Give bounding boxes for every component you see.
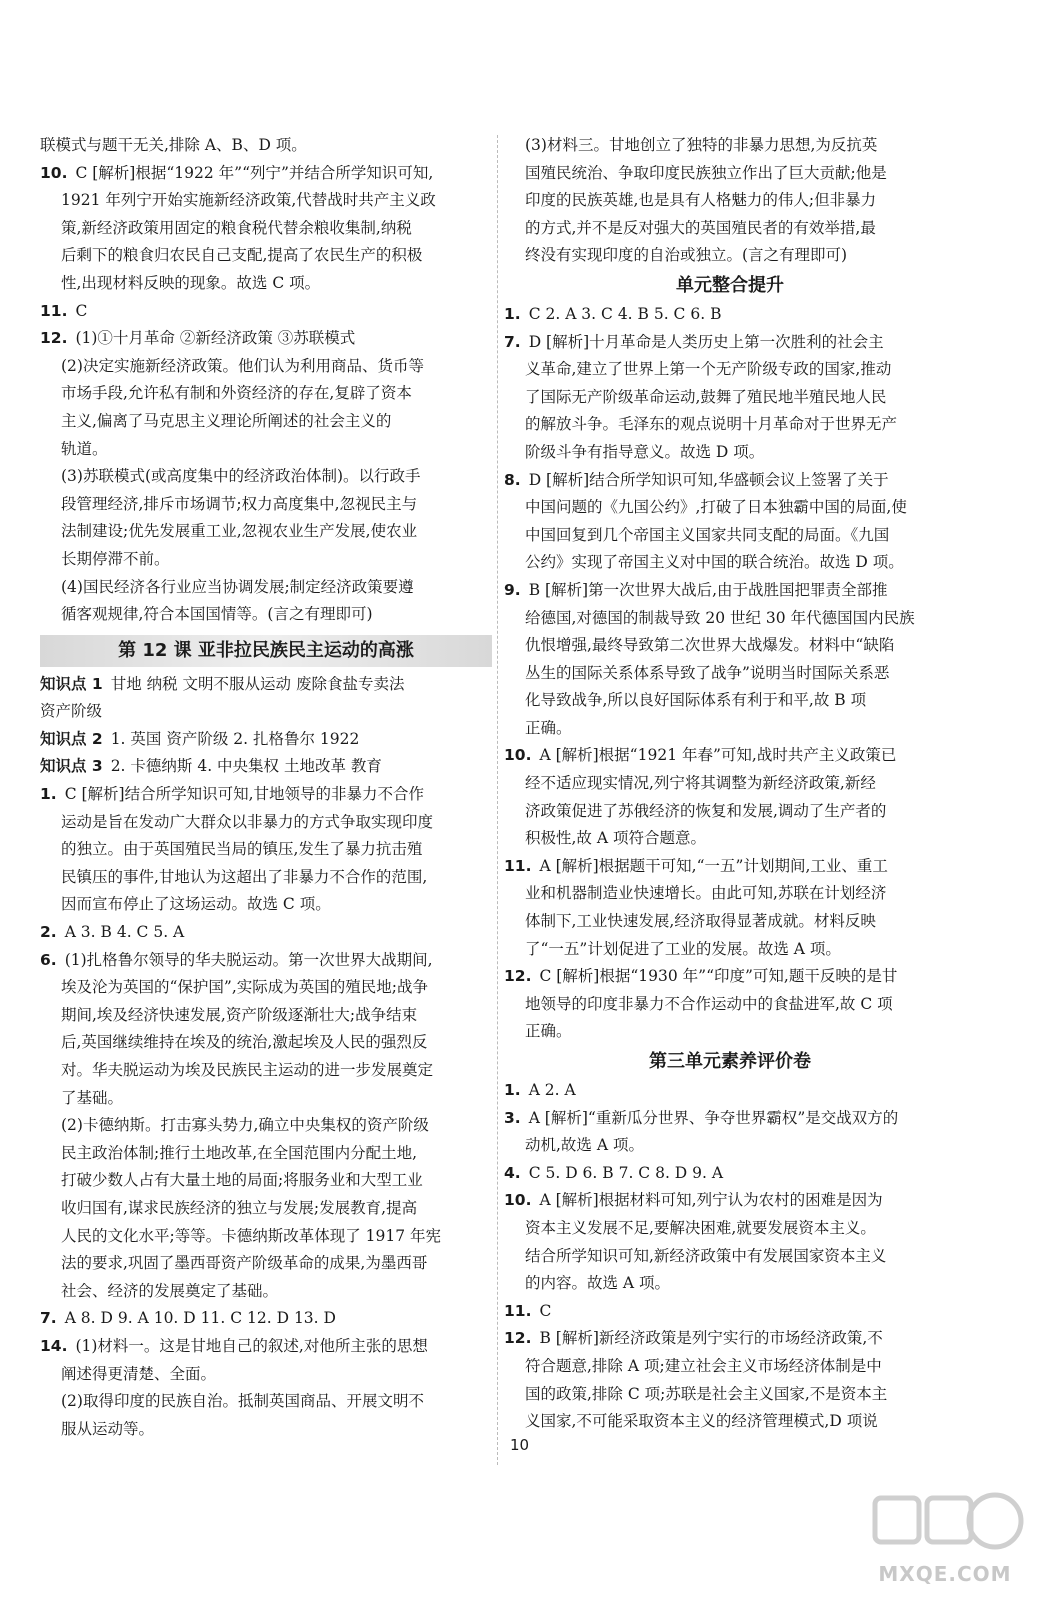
answer-text: (2)决定实施新经济政策。他们认为利用商品、货币等 <box>61 356 424 375</box>
answer-line <box>504 1018 956 1046</box>
answer-text: 结合所学知识可知,新经济政策中有发展国家资本主义 <box>525 1246 887 1265</box>
answer-line <box>40 298 492 326</box>
answer-line <box>504 522 956 550</box>
answer-text: 市场手段,允许私有制和外资经济的存在,复辟了资本 <box>61 384 412 403</box>
answer-line <box>504 1298 956 1326</box>
answer-text: 循客观规律,符合本国国情等。(言之有理即可) <box>61 605 373 624</box>
answer-text: 正确。 <box>525 1022 572 1041</box>
answer-text: C [解析]结合所学知识可知,甘地领导的非暴力不合作 <box>64 785 424 804</box>
question-number: 7. <box>40 1309 57 1328</box>
answer-line <box>40 1002 492 1030</box>
question-number: 1. <box>40 785 57 804</box>
question-number: 8. <box>504 470 521 489</box>
answer-text: A 2. A <box>528 1081 576 1099</box>
answer-line <box>504 991 956 1019</box>
answer-line <box>40 698 492 726</box>
answer-line <box>504 632 956 660</box>
answer-text: B [解析]新经济政策是列宁实行的市场经济政策,不 <box>539 1329 883 1348</box>
question-number: 知识点 3 <box>40 757 103 776</box>
answer-text: 后,英国继续维持在埃及的统治,激起埃及人民的强烈反 <box>61 1033 428 1052</box>
answer-text: 了基础。 <box>61 1088 124 1107</box>
answer-line <box>40 436 492 464</box>
answer-text: 体制下,工业快速发展,经济取得显著成就。材料反映 <box>525 912 876 931</box>
question-number: 11. <box>504 856 532 875</box>
question-number: 11. <box>40 301 68 320</box>
answer-line <box>504 1243 956 1271</box>
answer-text: 性,出现材料反映的现象。故选 C 项。 <box>61 273 321 292</box>
answer-line <box>40 1029 492 1057</box>
question-number: 6. <box>40 950 57 969</box>
answer-text: 后剩下的粮食归农民自己支配,提高了农民生产的积极 <box>61 246 423 265</box>
answer-line <box>504 187 956 215</box>
answer-text: 资产阶级 <box>40 702 103 721</box>
section-title-unit-test: 第三单元素养评价卷 <box>649 1051 811 1072</box>
answer-line <box>40 726 492 754</box>
answer-line <box>40 546 492 574</box>
question-number: 12. <box>40 329 68 348</box>
answer-line <box>40 1305 492 1333</box>
answer-text: D [解析]十月革命是人类历史上第一次胜利的社会主 <box>528 332 884 351</box>
answer-line <box>40 270 492 298</box>
answer-text: 积极性,故 A 项符合题意。 <box>525 829 706 848</box>
answer-text: 了国际无产阶级革命运动,鼓舞了殖民地半殖民地人民 <box>525 387 887 406</box>
answer-text: (1)扎格鲁尔领导的华夫脱运动。第一次世界大战期间, <box>64 950 433 969</box>
answer-text: C [解析]根据“1930 年”“印度”可知,题干反映的是甘 <box>539 967 898 986</box>
answer-line <box>504 715 956 743</box>
answer-text: 阐述得更清楚、全面。 <box>61 1364 217 1383</box>
question-number: 10. <box>504 746 532 765</box>
answer-text: 埃及沦为英国的“保护国”,实际成为英国的殖民地;战争 <box>61 978 428 997</box>
answer-text: 策,新经济政策用固定的粮食税代替余粮收集制,纳税 <box>61 218 412 237</box>
answer-text: 因而宣布停止了这场运动。故选 C 项。 <box>61 895 331 914</box>
answer-text: 经不适应现实情况,列宁将其调整为新经济政策,新经 <box>525 774 876 793</box>
answer-text: A [解析]“重新瓜分世界、争夺世界霸权”是交战双方的 <box>528 1108 899 1127</box>
answer-line <box>40 353 492 381</box>
answer-line <box>40 380 492 408</box>
answer-text: 1921 年列宁开始实施新经济政策,代替战时共产主义政 <box>61 191 436 210</box>
answer-line <box>40 1388 492 1416</box>
answer-line <box>40 574 492 602</box>
answer-text: A [解析]根据“1921 年春”可知,战时共产主义政策已 <box>539 746 897 765</box>
answer-text: 地领导的印度非暴力不合作运动中的食盐进军,故 C 项 <box>525 994 893 1013</box>
question-number: 1. <box>504 304 521 323</box>
answer-line <box>40 1250 492 1278</box>
answer-line <box>40 671 492 699</box>
answer-line <box>40 1167 492 1195</box>
answer-text: 法的要求,巩固了墨西哥资产阶级革命的成果,为墨西哥 <box>61 1254 428 1273</box>
answer-text: 轨道。 <box>61 439 108 458</box>
answer-line <box>504 439 956 467</box>
answer-line <box>40 1085 492 1113</box>
answer-text: (3)苏联模式(或高度集中的经济政治体制)。以行政手 <box>61 467 421 486</box>
answer-line <box>40 947 492 975</box>
answer-line <box>504 577 956 605</box>
watermark-logo <box>865 1486 1025 1586</box>
question-number: 11. <box>504 1301 532 1320</box>
answer-text: A [解析]根据材料可知,列宁认为农村的困难是因为 <box>539 1191 883 1210</box>
answer-line <box>504 853 956 881</box>
answer-line <box>504 1353 956 1381</box>
answer-text: A 3. B 4. C 5. A <box>64 923 185 942</box>
answer-text: 济政策促进了苏俄经济的恢复和发展,调动了生产者的 <box>525 801 887 820</box>
question-number: 7. <box>504 332 521 351</box>
answer-text: 长期停滞不前。 <box>61 549 170 568</box>
page-number: 10 <box>509 1436 530 1454</box>
answer-line <box>504 1160 956 1188</box>
answer-text: 国殖民统治、争取印度民族独立作出了巨大贡献;他是 <box>525 163 887 182</box>
answer-text: C 5. D 6. B 7. C 8. D 9. A <box>528 1163 724 1182</box>
answer-text: 社会、经济的发展奠定了基础。 <box>61 1281 279 1300</box>
answer-text: 正确。 <box>525 718 572 737</box>
answer-line <box>504 742 956 770</box>
answer-line <box>504 467 956 495</box>
answer-line <box>504 1325 956 1353</box>
answer-line <box>40 187 492 215</box>
question-number: 知识点 2 <box>40 729 103 748</box>
answer-text: A 8. D 9. A 10. D 11. C 12. D 13. D <box>64 1309 336 1328</box>
answer-line <box>504 936 956 964</box>
answer-line <box>504 880 956 908</box>
section-title-unit-review: 单元整合提升 <box>676 274 784 296</box>
answer-text: 了“一五”计划促进了工业的发展。故选 A 项。 <box>525 939 841 958</box>
answer-text: 的独立。由于英国殖民当局的镇压,发生了暴力抗击殖 <box>61 840 423 859</box>
answer-text: 终没有实现印度的自治或独立。(言之有理即可) <box>525 246 848 265</box>
answer-text: 的内容。故选 A 项。 <box>525 1274 671 1293</box>
answer-line <box>504 825 956 853</box>
answer-text: (2)卡德纳斯。打击寡头势力,确立中央集权的资产阶级 <box>61 1116 429 1135</box>
answer-text: 义革命,建立了世界上第一个无产阶级专政的国家,推动 <box>525 360 892 379</box>
answer-text: 联模式与题干无关,排除 A、B、D 项。 <box>40 136 307 154</box>
answer-text: 段管理经济,排斥市场调节;权力高度集中,忽视民主与 <box>61 494 418 513</box>
answer-text: 2. 卡德纳斯 4. 中央集权 土地改革 教育 <box>110 757 382 776</box>
answer-line <box>40 463 492 491</box>
answer-line <box>504 1215 956 1243</box>
answer-text: 中国回复到几个帝国主义国家共同支配的局面。《九国 <box>525 525 890 544</box>
answer-line <box>504 1408 956 1436</box>
answer-line <box>40 601 492 629</box>
answer-text: C 2. A 3. C 4. B 5. C 6. B <box>528 304 722 323</box>
answer-line <box>504 908 956 936</box>
answer-text: 印度的民族英雄,也是具有人格魅力的伟人;但非暴力 <box>525 191 877 210</box>
left-answer-block-a <box>40 132 492 629</box>
answer-text: 1. 英国 资产阶级 2. 扎格鲁尔 1922 <box>110 729 360 748</box>
answer-text: C <box>75 301 88 320</box>
answer-line <box>504 1381 956 1409</box>
answer-text: 国的政策,排除 C 项;苏联是社会主义国家,不是资本主 <box>525 1384 888 1403</box>
answer-text: 化导致战争,所以良好国际体系有利于和平,故 B 项 <box>525 691 867 710</box>
answer-text: 的方式,并不是反对强大的英国殖民者的有效举措,最 <box>525 218 876 237</box>
answer-line <box>40 518 492 546</box>
answer-text: A [解析]根据题干可知,“一五”计划期间,工业、重工 <box>539 856 888 875</box>
answer-text: 丛生的国际关系体系导致了战争”说明当时国际关系恶 <box>525 663 890 682</box>
answer-text: 动机,故选 A 项。 <box>525 1136 644 1155</box>
answer-line <box>40 1278 492 1306</box>
right-answer-block-c <box>504 1077 956 1436</box>
answer-line <box>504 798 956 826</box>
answer-line <box>40 160 492 188</box>
answer-text: 收归国有,谋求民族经济的独立与发展;发展教育,提高 <box>61 1198 418 1217</box>
answer-text: C <box>539 1301 552 1320</box>
answer-text: 给德国,对德国的制裁导致 20 世纪 30 年代德国国内民族 <box>525 608 915 627</box>
answer-text: (2)取得印度的民族自治。抵制英国商品、开展文明不 <box>61 1392 424 1411</box>
answer-line <box>504 660 956 688</box>
answer-text: 甘地 纳税 文明不服从运动 废除食盐专卖法 <box>110 674 405 693</box>
answer-text: 法制建设;优先发展重工业,忽视农业生产发展,使农业 <box>61 522 418 541</box>
answer-text: 公约》实现了帝国主义对中国的联合统治。故选 D 项。 <box>525 553 904 572</box>
question-number: 9. <box>504 580 521 599</box>
answer-text: 服从运动等。 <box>61 1419 155 1438</box>
answer-line <box>504 1132 956 1160</box>
answer-text: (4)国民经济各行业应当协调发展;制定经济政策要遵 <box>61 577 414 596</box>
answer-line <box>40 753 492 781</box>
answer-circle-logo-icon <box>865 1486 1025 1556</box>
answer-text: C [解析]根据“1922 年”“列宁”并结合所学知识可知, <box>75 163 434 182</box>
right-column <box>504 132 956 1436</box>
left-column <box>40 132 492 1443</box>
answer-line <box>40 1195 492 1223</box>
answer-line <box>40 1057 492 1085</box>
answer-line <box>504 1187 956 1215</box>
answer-line <box>504 1105 956 1133</box>
question-number: 14. <box>40 1336 68 1355</box>
answer-line <box>40 1223 492 1251</box>
answer-line <box>504 160 956 188</box>
answer-text: 仇恨增强,最终导致第二次世界大战爆发。材料中“缺陷 <box>525 636 895 655</box>
answer-line <box>40 491 492 519</box>
question-number: 1. <box>504 1081 521 1099</box>
answer-line <box>40 809 492 837</box>
answer-line <box>40 781 492 809</box>
answer-text: D [解析]结合所学知识可知,华盛顿会议上签署了关于 <box>528 470 889 489</box>
watermark-url: MXQE.COM <box>878 1562 1012 1586</box>
lesson-title: 第 12 课 亚非拉民族民主运动的高涨 <box>40 635 492 667</box>
answer-line <box>40 891 492 919</box>
answer-line <box>40 408 492 436</box>
answer-text: 义国家,不可能采取资本主义的经济管理模式,D 项说 <box>525 1412 878 1431</box>
answer-text: (3)材料三。甘地创立了独特的非暴力思想,为反抗英 <box>525 136 878 154</box>
question-number: 4. <box>504 1163 521 1182</box>
answer-line <box>504 687 956 715</box>
answer-line <box>504 494 956 522</box>
answer-line <box>504 356 956 384</box>
answer-text: 主义,偏离了马克思主义理论所阐述的社会主义的 <box>61 411 392 430</box>
answer-line <box>504 242 956 270</box>
question-number: 10. <box>504 1191 532 1210</box>
answer-line <box>40 1112 492 1140</box>
answer-text: 阶级斗争有指导意义。故选 D 项。 <box>525 442 765 461</box>
answer-line <box>40 919 492 947</box>
question-number: 12. <box>504 967 532 986</box>
answer-text: 打破少数人占有大量土地的局面;将服务业和大型工业 <box>61 1171 423 1190</box>
answer-line <box>40 242 492 270</box>
answer-text: 的解放斗争。毛泽东的观点说明十月革命对于世界无产 <box>525 415 898 434</box>
question-number: 知识点 1 <box>40 674 103 693</box>
answer-line <box>504 770 956 798</box>
answer-line <box>40 215 492 243</box>
answer-text: B [解析]第一次世界大战后,由于战胜国把罪责全部推 <box>528 580 888 599</box>
answer-line <box>504 963 956 991</box>
answer-line <box>40 864 492 892</box>
question-number: 2. <box>40 923 57 942</box>
right-answer-block-b <box>504 301 956 1046</box>
answer-line <box>504 329 956 357</box>
answer-line <box>504 215 956 243</box>
answer-line <box>504 132 956 160</box>
answer-line <box>40 1361 492 1389</box>
answer-line <box>504 411 956 439</box>
answer-line <box>504 301 956 329</box>
answer-text: (1)材料一。这是甘地自己的叙述,对他所主张的思想 <box>75 1336 428 1355</box>
left-answer-block-b <box>40 671 492 1444</box>
right-answer-block-a <box>504 132 956 270</box>
answer-text: 符合题意,排除 A 项;建立社会主义市场经济体制是中 <box>525 1356 882 1375</box>
answer-text: 对。华夫脱运动为埃及民族民主运动的进一步发展奠定 <box>61 1061 434 1079</box>
question-number: 3. <box>504 1108 521 1127</box>
answer-text: 民主政治体制;推行土地改革,在全国范围内分配土地, <box>61 1143 418 1162</box>
answer-text: 中国问题的《九国公约》,打破了日本独霸中国的局面,使 <box>525 498 907 517</box>
answer-line <box>504 1270 956 1298</box>
answer-line <box>504 384 956 412</box>
question-number: 10. <box>40 163 68 182</box>
answer-text: 人民的文化水平;等等。卡德纳斯改革体现了 1917 年宪 <box>61 1226 442 1245</box>
answer-line <box>40 974 492 1002</box>
answer-line <box>504 1077 956 1105</box>
answer-text: 运动是旨在发动广大群众以非暴力的方式争取实现印度 <box>61 812 434 831</box>
answer-line <box>40 325 492 353</box>
answer-line <box>40 132 492 160</box>
answer-text: 民镇压的事件,甘地认为这超出了非暴力不合作的范围, <box>61 867 428 886</box>
answer-line <box>504 549 956 577</box>
answer-text: 期间,埃及经济快速发展,资产阶级逐渐壮大;战争结束 <box>61 1005 418 1024</box>
column-divider <box>497 135 498 1465</box>
answer-line <box>40 836 492 864</box>
answer-line <box>40 1140 492 1168</box>
answer-text: 资本主义发展不足,要解决困难,就要发展资本主义。 <box>525 1218 876 1237</box>
answer-line <box>504 605 956 633</box>
answer-text: 业和机器制造业快速增长。由此可知,苏联在计划经济 <box>525 884 887 903</box>
answer-line <box>40 1333 492 1361</box>
question-number: 12. <box>504 1329 532 1348</box>
answer-text: (1)①十月革命 ②新经济政策 ③苏联模式 <box>75 329 356 348</box>
